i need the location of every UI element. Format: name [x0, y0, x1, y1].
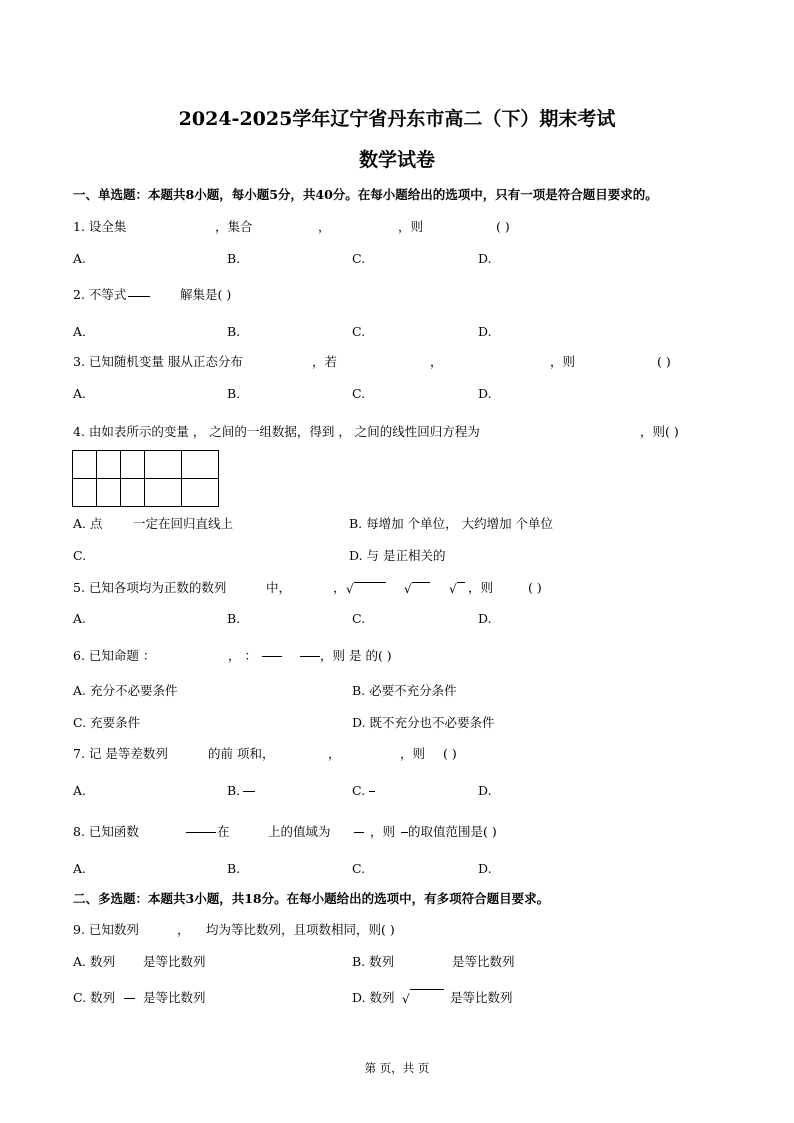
- option-b-text: 是等比数列: [452, 954, 515, 969]
- table-cell: [97, 479, 121, 507]
- fraction-bar: [124, 998, 135, 999]
- option-d[interactable]: D. 既不充分也不必要条件: [352, 715, 495, 730]
- fraction-bar: [369, 791, 375, 792]
- fraction-bar: [300, 656, 320, 657]
- page-subtitle: 数学试卷: [358, 149, 435, 171]
- table-cell: [182, 451, 219, 479]
- option-b[interactable]: B.: [227, 386, 241, 401]
- table-cell: [121, 451, 145, 479]
- table-cell: [73, 451, 97, 479]
- fraction-bar: [401, 832, 408, 833]
- option-a[interactable]: A. 数列: [73, 954, 115, 969]
- sqrt-icon: √: [402, 992, 410, 1006]
- table-cell: [145, 451, 182, 479]
- option-b[interactable]: B.: [227, 783, 241, 798]
- option-a[interactable]: A.: [73, 783, 87, 798]
- option-d[interactable]: D.: [478, 611, 492, 626]
- option-a[interactable]: A.: [73, 611, 87, 626]
- option-c[interactable]: C. 充要条件: [73, 715, 141, 730]
- table-row: [73, 479, 219, 507]
- table-cell: [182, 479, 219, 507]
- option-c[interactable]: C.: [352, 861, 366, 876]
- option-b[interactable]: B. 必要不充分条件: [352, 683, 457, 698]
- sqrt-icon: √: [449, 582, 457, 596]
- fraction-bar: [262, 656, 282, 657]
- table-cell: [97, 451, 121, 479]
- option-d[interactable]: D.: [478, 386, 492, 401]
- sqrt-bar: [457, 582, 465, 583]
- table-cell: [73, 479, 97, 507]
- option-c[interactable]: C.: [352, 783, 366, 798]
- option-c[interactable]: C. 数列: [73, 990, 116, 1005]
- fraction-bar: [128, 296, 150, 297]
- sqrt-icon: √: [404, 582, 412, 596]
- option-d[interactable]: D. 与 是正相关的: [349, 548, 446, 563]
- option-a[interactable]: A.: [73, 251, 87, 266]
- option-d[interactable]: D.: [478, 324, 492, 339]
- option-c[interactable]: C.: [352, 324, 366, 339]
- data-table: [72, 450, 219, 507]
- option-a[interactable]: A.: [73, 386, 87, 401]
- table-row: [73, 451, 219, 479]
- page-footer: 第 页，共 页: [364, 1061, 430, 1075]
- section-1-heading: 一、单选题：本题共8小题，每小题5分，共40分。在每小题给出的选项中，只有一项是符合题目要求的。: [73, 187, 658, 202]
- option-a[interactable]: A.: [73, 324, 87, 339]
- page-title: 2024-2025学年辽宁省丹东市高二（下）期末考试: [178, 108, 616, 130]
- sqrt-bar: [354, 582, 386, 583]
- option-a-text: 一定在回归直线上: [133, 516, 234, 531]
- fraction-bar: [186, 832, 216, 833]
- option-c[interactable]: C.: [73, 548, 87, 563]
- option-c[interactable]: C.: [352, 251, 366, 266]
- option-d[interactable]: D.: [478, 783, 492, 798]
- option-d[interactable]: D. 数列: [352, 990, 395, 1005]
- table-cell: [121, 479, 145, 507]
- option-d[interactable]: D.: [478, 861, 492, 876]
- option-d-text: 是等比数列: [450, 990, 513, 1005]
- option-c[interactable]: C.: [352, 611, 366, 626]
- option-c[interactable]: C.: [352, 386, 366, 401]
- section-2-heading: 二、多选题：本题共3小题，共18分。在每小题给出的选项中，有多项符合题目要求。: [73, 891, 550, 906]
- option-a[interactable]: A. 点: [73, 516, 103, 531]
- option-a-text: 是等比数列: [143, 954, 206, 969]
- option-b[interactable]: B.: [227, 324, 241, 339]
- fraction-bar: [243, 791, 255, 792]
- sqrt-bar: [412, 582, 430, 583]
- option-b[interactable]: B. 每增加 个单位， 大约增加 个单位: [349, 516, 554, 531]
- option-a[interactable]: A. 充分不必要条件: [73, 683, 178, 698]
- option-d[interactable]: D.: [478, 251, 492, 266]
- sqrt-icon: √: [346, 582, 354, 596]
- fraction-bar: [354, 832, 364, 833]
- option-b[interactable]: B.: [227, 251, 241, 266]
- table-cell: [145, 479, 182, 507]
- option-b[interactable]: B.: [227, 611, 241, 626]
- sqrt-bar: [410, 989, 444, 990]
- option-b[interactable]: B.: [227, 861, 241, 876]
- option-a[interactable]: A.: [73, 861, 87, 876]
- option-b[interactable]: B. 数列: [352, 954, 395, 969]
- option-c-text: 是等比数列: [143, 990, 206, 1005]
